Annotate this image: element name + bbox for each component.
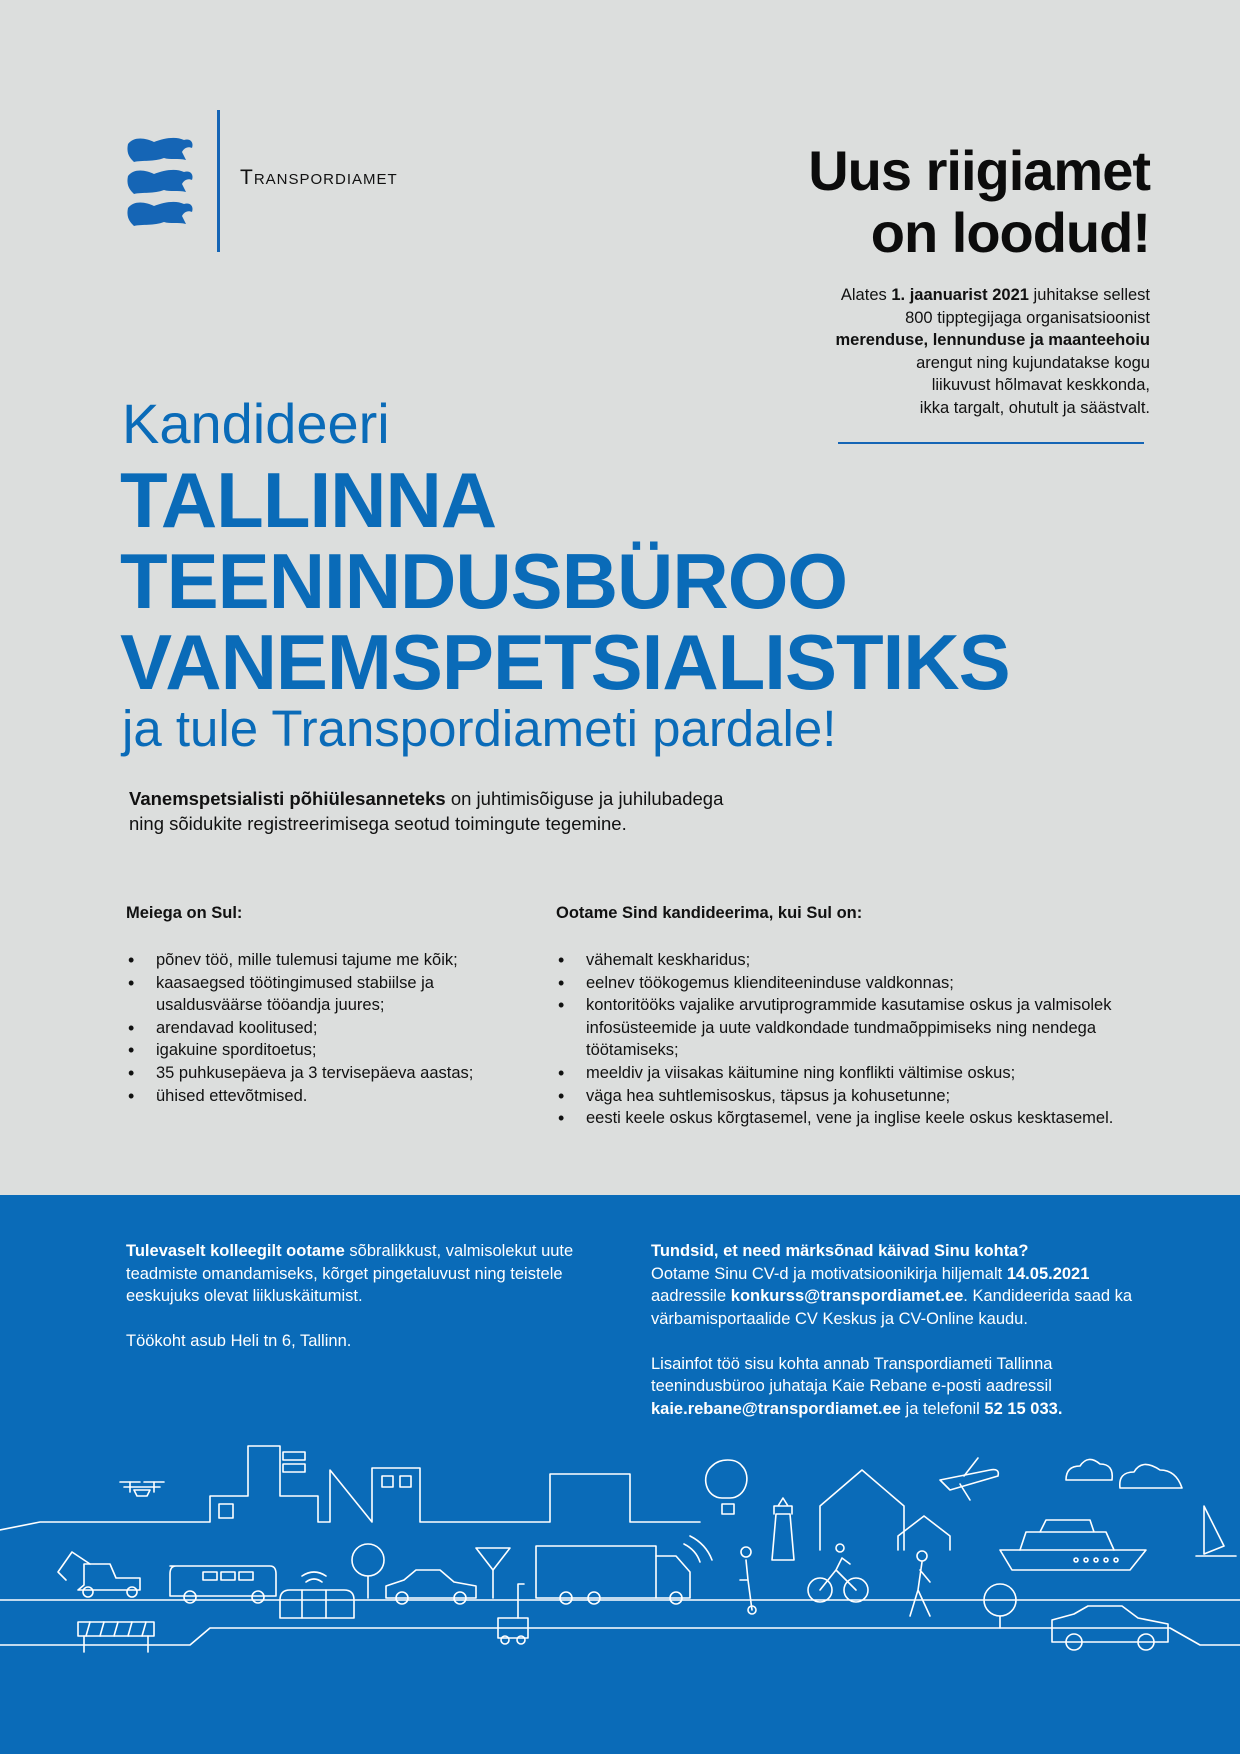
job-subtitle: ja tule Transpordiameti pardale! [122,700,837,757]
skyline-outline-icon [0,1446,700,1530]
tree-icon [352,1544,384,1598]
intro-l4: arengut ning kujundatakse kogu [916,353,1150,372]
headline-line-1: Uus riigiamet [808,139,1150,202]
intro-l1a: Alates [840,286,892,304]
offer-heading: Meiega on Sul: [126,904,243,922]
tree-icon [984,1584,1016,1628]
excavator-icon [58,1552,140,1597]
scooter-rider-icon [740,1547,756,1614]
list-item: • ühised ettevõtmised. [126,1085,506,1108]
intro-date: 1. jaanuarist 2021 [891,286,1029,304]
deadline-date: 14.05.2021 [1006,1264,1090,1283]
requirements-heading: Ootame Sind kandideerima, kui Sul on: [556,904,863,922]
contact-text-b: ja telefonil [900,1399,985,1418]
drone-icon [120,1482,164,1496]
headline-line-2: on loodud! [870,201,1150,264]
delivery-robot-icon [498,1584,528,1644]
intro-l6: ikka targalt, ohutult ja säästvalt. [919,398,1150,417]
job-title-line-2: TEENINDUSBÜROO [120,537,848,625]
sailboat-icon [1196,1506,1236,1556]
list-item: • kaasaegsed töötingimused stabiilse ja usaldusväärse tööandja juures; [126,972,506,1017]
job-title-line-1: TALLINNA [120,456,497,544]
list-item: • eesti keele oskus kõrgtasemel, vene ja inglise keele oskus kesktasemel. [556,1107,1146,1130]
yield-sign-icon [476,1548,510,1598]
list-item: • põnev töö, mille tulemusi tajume me kõik; [126,949,506,972]
three-lions-coat-of-arms-icon [124,134,196,230]
duties-bold: Vanemspetsialisti põhiülesanneteks [129,788,446,809]
hot-air-balloon-icon [706,1460,747,1514]
intro-l5: liikuvust hõlmavat keskkonda, [931,376,1150,394]
contact-text-a: Lisainfot töö sisu kohta annab Transpordiameti Tallinna teenindusbüroo juhataja Kaie Rebane e-posti aadressil [651,1354,1053,1395]
application-email-link[interactable]: konkurss@transpordiamet.ee [730,1287,964,1305]
list-item: • igakuine sporditoetus; [126,1039,506,1062]
contact-email-link[interactable]: kaie.rebane@transpordiamet.ee [651,1399,901,1418]
list-item: • kontoritööks vajalike arvutiprogrammide kasutamise oskus ja valmisolek infosüsteemide ja uute valdkondade tundmaõppimiseks ning nendega töötamiseks; [556,994,1146,1062]
logo-divider [217,110,220,252]
airplane-icon [940,1458,998,1500]
cyclist-icon [808,1544,868,1602]
pedestrian-icon [910,1551,930,1616]
list-item: • arendavad koolitused; [126,1017,506,1040]
cloud-icon [1066,1459,1182,1488]
job-title [120,456,1010,706]
car-icon [386,1570,476,1604]
list-item: • 35 puhkusepäeva ja 3 tervisepäeva aastas; [126,1062,506,1085]
list-item: • eelnev töökogemus klienditeeninduse valdkonnas; [556,972,1146,995]
contact-phone: 52 15 033. [984,1399,1063,1418]
offer-list [126,949,506,1107]
truck-icon [536,1536,712,1604]
intro-l1c: juhitakse sellest [1028,286,1150,304]
footer-left-text [126,1240,596,1375]
intro-l3: merenduse, lennunduse ja maanteehoiu [835,331,1150,349]
location-text: Töökoht asub Heli tn 6, Tallinn. [126,1332,352,1350]
transpordiamet-logo [124,110,444,252]
city-transport-illustration [0,1440,1240,1670]
intro-divider [838,442,1144,444]
footer-right-text [651,1240,1151,1443]
bus-icon [170,1566,276,1603]
lighthouse-icon [772,1498,794,1560]
duties-rest: on juhtimisõiguse ja juhilubadega [445,788,724,809]
apply-text-a: Ootame Sinu CV-d ja motivatsioonikirja hiljemalt [651,1264,1007,1283]
road-barrier-icon [78,1622,154,1652]
requirements-list [556,949,1146,1130]
apply-lead: Kandideeri [122,392,390,455]
ship-icon [1000,1520,1146,1570]
apply-text-c: . Kandideerida saad ka värbamisportaalide CV Keskus ja CV-Online kaudu. [651,1287,1133,1328]
job-title-line-3: VANEMSPETSIALISTIKS [120,618,1010,706]
list-item: • meeldiv ja viisakas käitumine ning konflikti vältimise oskus; [556,1062,1146,1085]
brand-name: Transpordiamet [240,166,398,189]
expect-bold: Tulevaselt kolleegilt ootame [126,1242,345,1260]
autonomous-shuttle-icon [280,1572,354,1618]
duties-text [129,786,789,836]
list-item: • vähemalt keskharidus; [556,949,1146,972]
headline [650,140,1150,264]
apply-text-b: aadressile [651,1287,731,1305]
intro-l2: 800 tipptegijaga organisatsioonist [905,308,1150,327]
apply-question: Tundsid, et need märksõnad käivad Sinu kohta? [651,1242,1029,1260]
list-item: • väga hea suhtlemisoskus, täpsus ja kohusetunne; [556,1085,1146,1108]
intro-text [770,284,1150,419]
duties-line-2: ning sõidukite registreerimisega seotud toimingute tegemine. [129,813,627,834]
expect-rest: sõbralikkust, valmisolekut uute teadmiste omandamiseks, kõrget pingetaluvust ning teistele eeskujuks olevat liikluskäitumist. [126,1242,574,1305]
